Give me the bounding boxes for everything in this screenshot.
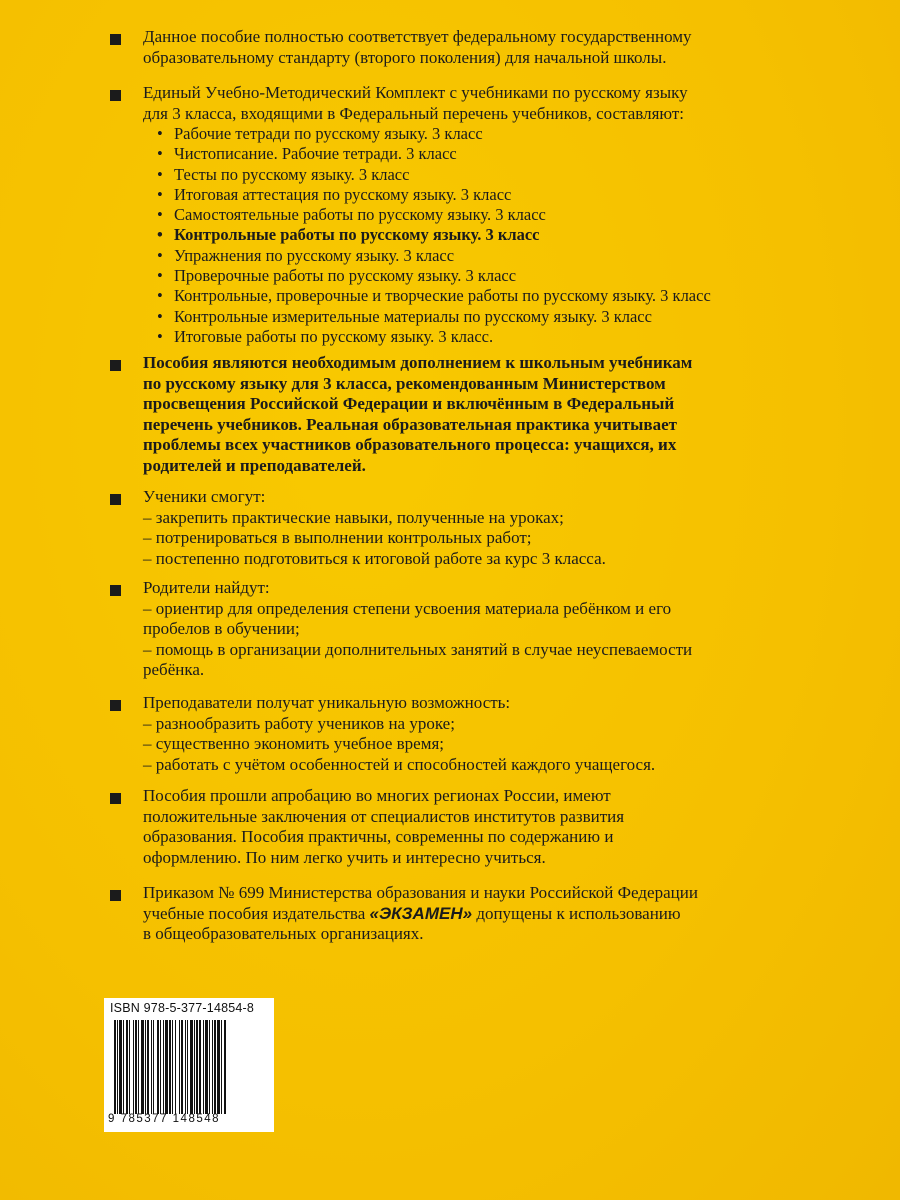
square-bullet-icon bbox=[110, 494, 121, 505]
text-line: родителей и преподавателей. bbox=[143, 455, 366, 475]
text-line: перечень учебников. Реальная образовательная практика учитывает bbox=[143, 414, 677, 434]
list-item: • Итоговая аттестация по русскому языку. 3 класс bbox=[157, 185, 810, 205]
text-line: Ученики смогут: bbox=[143, 487, 266, 506]
text-line: просвещения Российской Федерации и включённым в Федеральный bbox=[143, 394, 675, 413]
text-line: по русскому языку для 3 класса, рекомендованным Министерством bbox=[143, 373, 666, 393]
square-bullet-icon bbox=[110, 585, 121, 596]
text-line: Данное пособие полностью соответствует федеральному государственному bbox=[143, 27, 692, 46]
text-line: Пособия прошли апробацию во многих регионах России, имеют bbox=[143, 786, 611, 805]
list-item: • Упражнения по русскому языку. 3 класс bbox=[157, 246, 810, 266]
paragraph-approbation bbox=[110, 786, 810, 868]
barcode-digits: 9 785377 148548 bbox=[108, 1113, 221, 1125]
text-line: образовательному стандарту (второго поколения) для начальной школы. bbox=[143, 47, 667, 67]
paragraph-teachers bbox=[110, 693, 810, 775]
text-line: оформлению. По ним легко учить и интересно учиться. bbox=[143, 847, 546, 867]
list-item: • Самостоятельные работы по русскому языку. 3 класс bbox=[157, 205, 810, 225]
paragraph-necessity bbox=[110, 353, 810, 476]
list-item: • Проверочные работы по русскому языку. 3 класс bbox=[157, 266, 810, 286]
square-bullet-icon bbox=[110, 90, 121, 101]
square-bullet-icon bbox=[110, 360, 121, 371]
text-line: Единый Учебно-Методический Комплект с учебниками по русскому языку bbox=[143, 83, 688, 102]
text-line: проблемы всех участников образовательного процесса: учащихся, их bbox=[143, 435, 677, 454]
text-line: – закрепить практические навыки, полученные на уроках; bbox=[143, 507, 564, 527]
complect-list bbox=[143, 124, 810, 347]
text-line: в общеобразовательных организациях. bbox=[143, 924, 424, 943]
publisher-brand: «ЭКЗАМЕН» bbox=[369, 903, 473, 923]
text-line: Родители найдут: bbox=[143, 578, 270, 597]
barcode-icon bbox=[114, 1020, 266, 1114]
text-line: Преподаватели получат уникальную возможность: bbox=[143, 693, 511, 712]
paragraph-standard bbox=[110, 27, 810, 68]
text-fragment: учебные пособия издательства bbox=[143, 903, 370, 923]
text-line: – помощь в организации дополнительных занятий в случае неуспеваемости bbox=[143, 639, 693, 659]
text-line: образования. Пособия практичны, современны по содержанию и bbox=[143, 827, 614, 846]
isbn-barcode-box bbox=[104, 998, 274, 1132]
text-line: – потренироваться в выполнении контрольных работ; bbox=[143, 528, 532, 547]
text-fragment: допущены к использованию bbox=[472, 903, 681, 923]
text-line: – ориентир для определения степени усвоения материала ребёнком и его bbox=[143, 598, 672, 618]
text-line: Приказом № 699 Министерства образования и науки Российской Федерации bbox=[143, 883, 698, 902]
paragraph-students bbox=[110, 487, 810, 569]
text-line: Пособия являются необходимым дополнением к школьным учебникам bbox=[143, 353, 693, 372]
list-item: • Контрольные, проверочные и творческие работы по русскому языку. 3 класс bbox=[157, 286, 810, 306]
text-line: – существенно экономить учебное время; bbox=[143, 734, 444, 753]
square-bullet-icon bbox=[110, 34, 121, 45]
text-line: – разнообразить работу учеников на уроке; bbox=[143, 713, 455, 733]
square-bullet-icon bbox=[110, 793, 121, 804]
text-line: положительные заключения от специалистов институтов развития bbox=[143, 806, 625, 826]
square-bullet-icon bbox=[110, 700, 121, 711]
text-line bbox=[143, 904, 810, 925]
text-line: – работать с учётом особенностей и способностей каждого учащегося. bbox=[143, 754, 656, 774]
list-item: • Чистописание. Рабочие тетради. 3 класс bbox=[157, 144, 810, 164]
text-line: ребёнка. bbox=[143, 660, 205, 679]
text-line: для 3 класса, входящими в Федеральный перечень учебников, составляют: bbox=[143, 103, 685, 123]
list-item: • Итоговые работы по русскому языку. 3 класс. bbox=[157, 327, 810, 347]
text-line: пробелов в обучении; bbox=[143, 619, 300, 638]
paragraph-order bbox=[110, 883, 810, 945]
isbn-label: ISBN 978-5-377-14854-8 bbox=[110, 1001, 255, 1015]
square-bullet-icon bbox=[110, 890, 121, 901]
paragraph-complect bbox=[110, 83, 810, 347]
list-item-highlighted: • Контрольные работы по русскому языку. 3 класс bbox=[157, 225, 810, 245]
list-item: • Контрольные измерительные материалы по русскому языку. 3 класс bbox=[157, 307, 810, 327]
text-line: – постепенно подготовиться к итоговой работе за курс 3 класса. bbox=[143, 548, 606, 568]
list-item: • Рабочие тетради по русскому языку. 3 класс bbox=[157, 124, 810, 144]
list-item: • Тесты по русскому языку. 3 класс bbox=[157, 165, 810, 185]
paragraph-parents bbox=[110, 578, 810, 681]
